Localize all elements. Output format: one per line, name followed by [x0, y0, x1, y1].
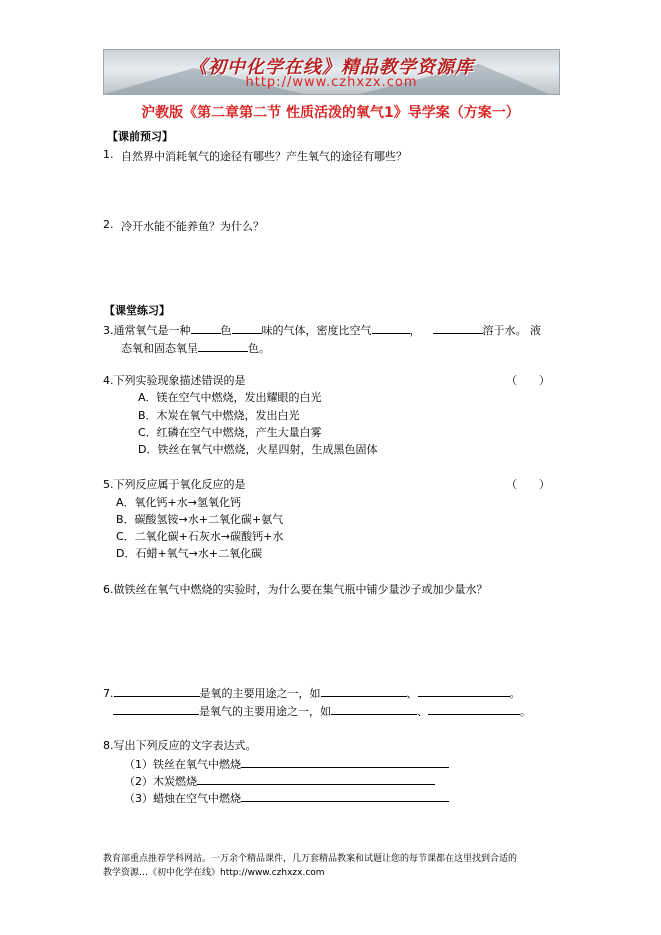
q3-text-b: 色 [220, 324, 232, 337]
q8-item-1-label: （1）铁丝在氧气中燃烧 [124, 758, 241, 771]
q3-blank-liquid-color[interactable] [198, 339, 248, 352]
q8-answer-line-2[interactable] [197, 772, 435, 785]
question-7-line-2 [113, 702, 531, 719]
question-4: 4.下列实验现象描述错误的是 [103, 374, 246, 387]
footer-link[interactable]: http://www.czhxzx.com [220, 868, 325, 878]
footer-site-name: 教学资源…《初中化学在线》 [103, 868, 221, 878]
q7-separator-1: 、 [406, 687, 418, 700]
page-title: 沪教版《第二章第二节 性质活泼的氧气1》导学案（方案一） [141, 105, 520, 121]
question-2: 冷开水能不能养鱼？为什么？ [121, 220, 264, 233]
q5-option-a: A．氧化钙+水→氢氧化钙 [116, 496, 241, 509]
question-4-answer-paren[interactable]: （ ） [506, 374, 550, 387]
q3-text-g: 色。 [248, 342, 270, 355]
q3-text-c: 味的气体，密度比空气 [261, 324, 372, 337]
q3-text-a: 3.通常氧气是一种 [103, 324, 191, 337]
q4-option-d: D．铁丝在氧气中燃烧，火星四射，生成黑色固体 [138, 443, 378, 456]
question-1: 自然界中消耗氧气的途径有哪些？产生氧气的途径有哪些？ [121, 150, 407, 163]
footer-line-1: 教育部重点推荐学科网站。一万余个精品课件，几万套精品教案和试题让您的每节课都在这里找到合适的 [103, 854, 518, 864]
q8-answer-line-1[interactable] [241, 755, 449, 768]
q5-option-c: C．二氧化碳+石灰水→碳酸钙+水 [116, 530, 284, 543]
q3-blank-density[interactable] [372, 321, 410, 334]
banner-title: 《初中化学在线》精品教学资源库 [189, 57, 474, 78]
question-6: 6.做铁丝在氧气中燃烧的实验时，为什么要在集气瓶中铺少量沙子或加少量水？ [103, 583, 488, 596]
question-3-line-1 [103, 321, 541, 338]
question-1-number: 1. [103, 148, 114, 161]
q8-item-1 [124, 755, 449, 772]
q3-text-e: 溶于水。 液 [482, 324, 541, 337]
q4-option-a: A．镁在空气中燃烧，发出耀眼的白光 [138, 391, 322, 404]
q3-text-f: 态氧和固态氧呈 [121, 342, 198, 355]
q7-end-1: 。 [509, 687, 521, 700]
banner-url[interactable]: http://www.czhxzx.com [245, 75, 418, 90]
q8-item-2-label: （2）木炭燃烧 [124, 775, 197, 788]
question-5: 5.下列反应属于氧化反应的是 [103, 478, 246, 491]
q4-option-b: B．木炭在氧气中燃烧，发出白光 [138, 409, 300, 422]
q7-blank-example-3[interactable] [331, 702, 417, 715]
footer-line-2 [103, 866, 563, 880]
q7-blank-use-2[interactable] [113, 702, 199, 715]
q7-blank-use-1[interactable] [114, 684, 200, 697]
q3-blank-color[interactable] [191, 321, 221, 334]
q5-option-b: B．碳酸氢铵→水+二氧化碳+氨气 [116, 513, 284, 526]
question-7-line-1 [103, 684, 521, 701]
q8-item-3-label: （3）蜡烛在空气中燃烧 [124, 792, 241, 805]
q7-blank-example-1[interactable] [321, 684, 407, 697]
question-3-line-2 [121, 339, 270, 356]
section-heading-preview: 【课前预习】 [107, 130, 173, 143]
question-2-number: 2. [103, 218, 114, 231]
q4-option-c: C．红磷在空气中燃烧，产生大量白雾 [138, 426, 322, 439]
page-footer [103, 852, 563, 880]
q3-text-d: ， [409, 324, 421, 337]
q7-number: 7. [103, 687, 114, 700]
q3-blank-solubility[interactable] [433, 321, 483, 334]
question-8: 8.写出下列反应的文字表达式。 [103, 739, 257, 752]
q8-item-2 [124, 772, 435, 789]
q8-answer-line-3[interactable] [241, 789, 449, 802]
q5-option-d: D．石蜡+氧气→水+二氧化碳 [116, 547, 263, 560]
q7-end-2: 。 [520, 705, 531, 718]
q8-item-3 [124, 789, 449, 806]
question-5-answer-paren[interactable]: （ ） [506, 478, 550, 491]
q7-text-b: 是氧气的主要用途之一，如 [199, 705, 331, 718]
q7-blank-example-2[interactable] [418, 684, 510, 697]
q7-text-a: 是氧的主要用途之一，如 [199, 687, 321, 700]
q7-separator-2: 、 [417, 705, 428, 718]
q7-blank-example-4[interactable] [428, 702, 520, 715]
site-banner [103, 49, 560, 95]
section-heading-practice: 【课堂练习】 [104, 304, 170, 317]
q3-blank-smell[interactable] [232, 321, 262, 334]
